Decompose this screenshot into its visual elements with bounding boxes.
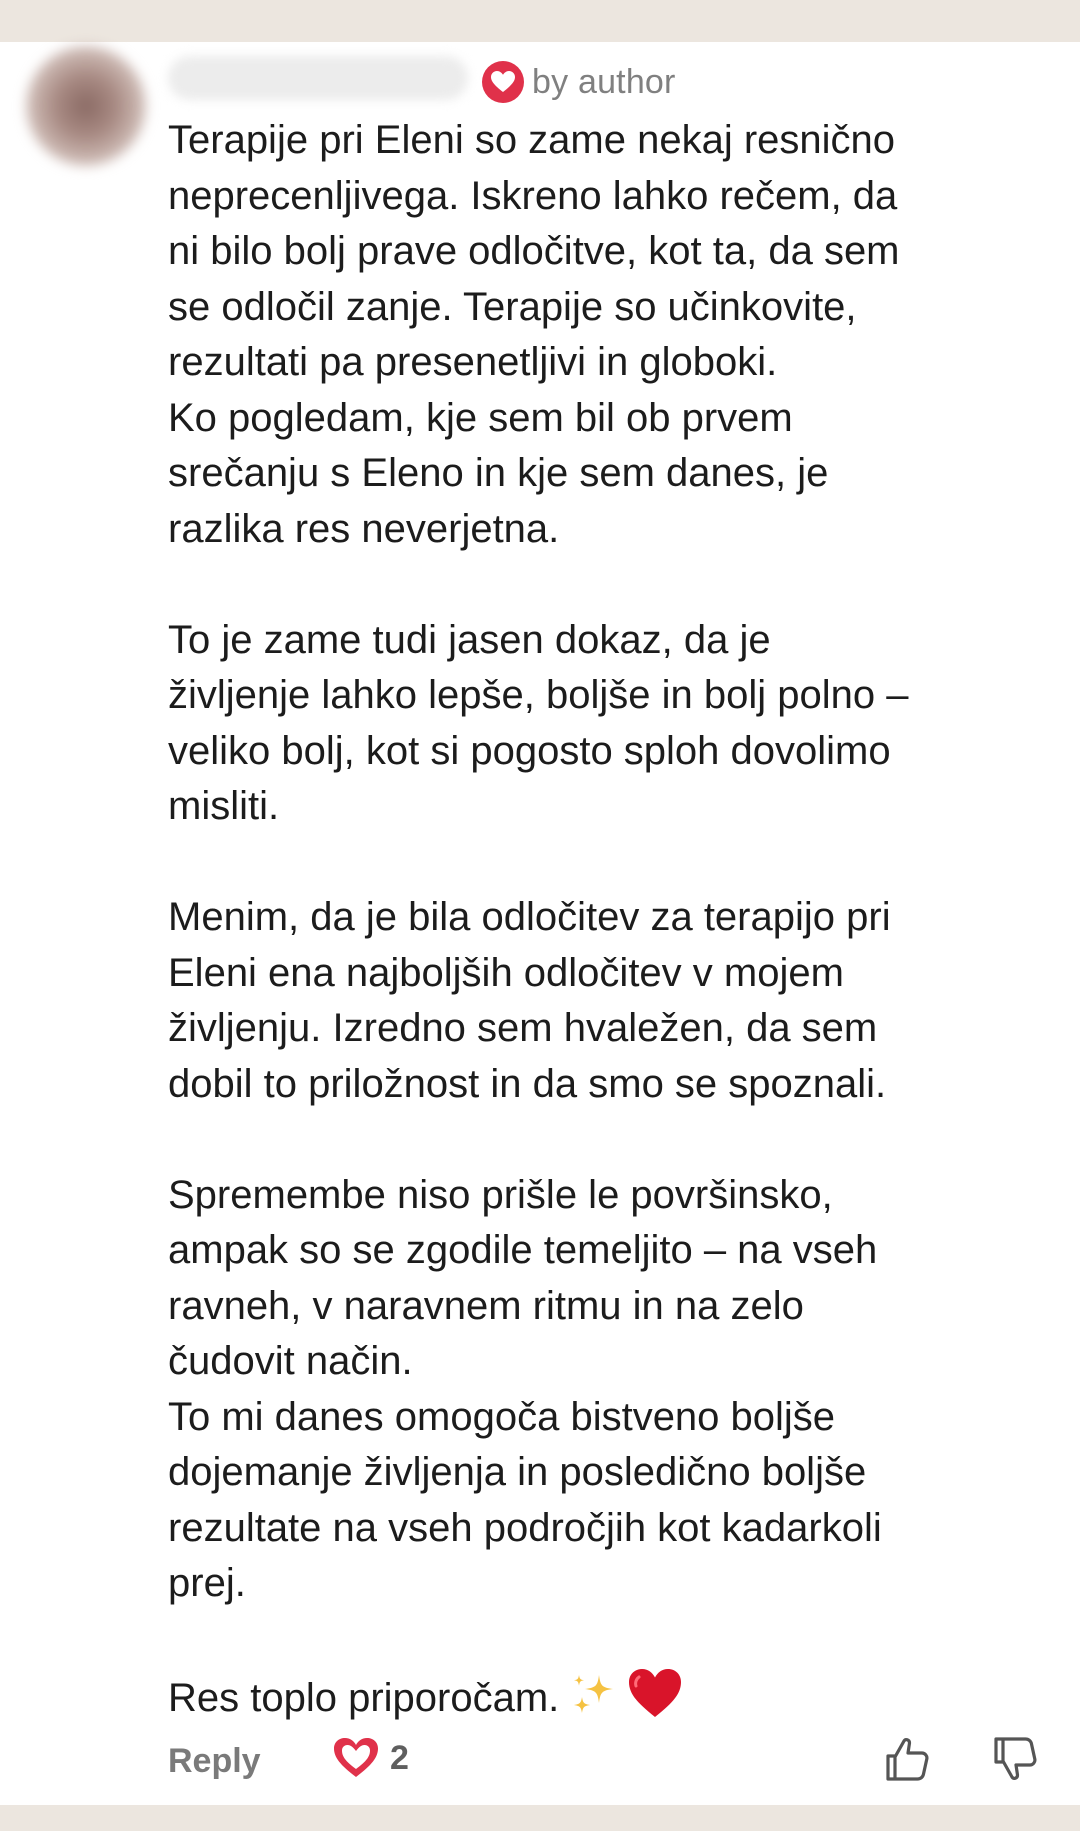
heart-icon: [482, 61, 524, 103]
thumbs-down-icon[interactable]: [990, 1734, 1040, 1784]
author-badge-label: by author: [532, 62, 676, 101]
avatar[interactable]: [26, 46, 146, 166]
thumbs-up-icon[interactable]: [882, 1734, 932, 1784]
comment-closing: Res toplo priporočam.: [168, 1676, 560, 1720]
comment-text: [168, 113, 1068, 1735]
comment-paragraph: To je zame tudi jasen dokaz, da je življenje lahko lepše, boljše in bolj polno – veliko bolj, kot si pogosto sploh dovolimo misliti.: [168, 617, 909, 828]
red-heart-icon: [627, 1667, 683, 1735]
reply-button[interactable]: Reply: [168, 1742, 261, 1780]
comment-closing-line: [168, 1667, 1068, 1735]
author-like-badge: [482, 58, 676, 106]
like-button[interactable]: [332, 1736, 409, 1780]
heart-icon: [332, 1736, 380, 1780]
sparkles-icon: [569, 1671, 617, 1735]
comment-paragraph: Terapije pri Eleni so zame nekaj resnično neprecenljivega. Iskreno lahko rečem, da ni bilo bolj prave odločitve, kot ta, da sem se odločil zanje. Terapije so učinkovite, rezultati pa presenetljivi in globoki. Ko pogledam, kje sem bil ob prvem srečanju s Eleno in kje sem danes, je razlika res neverjetna.: [168, 118, 900, 551]
comment-paragraph: Menim, da je bila odločitev za terapijo pri Eleni ena najboljših odločitev v mojem življenju. Izredno sem hvaležen, da sem dobil to priložnost in da smo se spoznali.: [168, 895, 891, 1106]
comment-footer: [168, 1734, 1048, 1804]
like-count: 2: [390, 1738, 409, 1777]
author-name-blurred[interactable]: [168, 56, 468, 100]
comment-paragraph: Spremembe niso prišle le površinsko, ampak so se zgodile temeljito – na vseh ravneh, v naravnem ritmu in na zelo čudovit način. To mi danes omogoča bistveno boljše dojemanje življenja in posledično boljše rezultate na vseh področjih kot kadarkoli prej.: [168, 1172, 882, 1605]
comment-card: [0, 42, 1080, 1805]
